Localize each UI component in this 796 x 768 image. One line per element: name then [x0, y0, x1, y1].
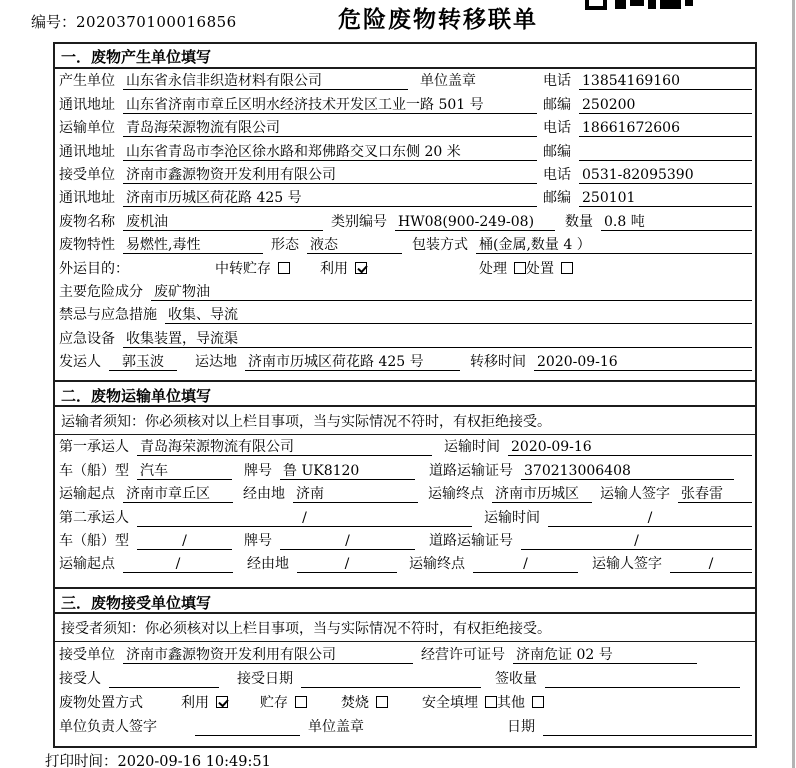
qr-block [660, 0, 681, 9]
route-row [55, 482, 755, 505]
accept-unit-label: 接受单位 [59, 647, 115, 664]
zip-label: 邮编 [543, 143, 571, 160]
start-label: 运输起点 [59, 486, 115, 503]
empty-checkbox-icon [514, 262, 526, 274]
hazard-component-row [55, 280, 755, 303]
waste-name-row [55, 209, 755, 232]
carrier-label: 第二承运人 [59, 509, 129, 526]
qr-block [685, 0, 693, 6]
checkbox-option [497, 692, 544, 712]
character-label: 废物特性 [59, 237, 115, 254]
checkbox-label: 利用 [181, 694, 209, 711]
date-label: 日期 [507, 718, 535, 735]
quantity-label: 数量 [565, 213, 593, 230]
print-time-line [45, 750, 271, 768]
quantity-value: 0.8 吨 [601, 214, 752, 231]
packing-value: 桶(金属,数量 4 ） [476, 237, 752, 254]
first-carrier-row [55, 435, 755, 458]
accept-date-value [301, 671, 481, 688]
vehicle-type-label: 车（船）型 [59, 533, 129, 550]
empty-checkbox-icon [278, 262, 290, 274]
phone-value: 0531-82095390 [579, 167, 752, 184]
accept-unit-row [55, 642, 755, 666]
zip-value: 250101 [579, 190, 752, 207]
empty-checkbox-icon [295, 696, 307, 708]
checkbox-option [479, 258, 526, 278]
acceptor-row [55, 666, 755, 690]
producer-address-row [55, 92, 755, 115]
road-license-value: / [521, 533, 752, 550]
receiver-value: 济南市鑫源物资开发利用有限公司 [123, 167, 537, 184]
shipper-label: 发运人 [59, 354, 101, 371]
start-value: / [123, 556, 233, 573]
road-license-label: 道路运输证号 [429, 533, 513, 550]
checkbox-label: 安全填埋 [422, 694, 478, 711]
disposal-method-row [55, 690, 755, 714]
phone-label: 电话 [543, 120, 571, 137]
road-license-value: 370213006408 [521, 463, 734, 480]
receiver-label: 接受单位 [59, 166, 115, 183]
section3-body [55, 642, 755, 737]
taboo-label: 禁忌与应急措施 [59, 307, 157, 324]
receiver-row [55, 163, 755, 186]
taboo-measures-row [55, 303, 755, 326]
permit-label: 经营许可证号 [421, 647, 505, 664]
end-value: / [473, 556, 578, 573]
plate-value: 鲁 UK8120 [280, 463, 415, 480]
phone-value: 18661672606 [579, 120, 752, 137]
permit-value: 济南危证 02 号 [513, 647, 697, 664]
address-value: 山东省青岛市李沧区徐水路和郑佛路交叉口东侧 20 米 [123, 144, 537, 161]
end-label: 运输终点 [428, 486, 484, 503]
checked-checkbox-icon [355, 262, 367, 274]
section2-notice: 运输者须知：你必须核对以上栏目事项，当与实际情况不符时，有权拒绝接受。 [55, 407, 755, 435]
address-label: 通讯地址 [59, 96, 115, 113]
producer-value: 山东省永信非织造材料有限公司 [123, 73, 408, 90]
via-value: / [297, 556, 397, 573]
serial-number: 2020370100016856 [76, 13, 237, 31]
via-value: 济南 [293, 486, 418, 503]
unit-seal-label: 单位盖章 [308, 718, 364, 735]
category-label: 类别编号 [331, 213, 387, 230]
producer-label: 产生单位 [59, 73, 115, 90]
zip-label: 邮编 [543, 190, 571, 207]
page-title: 危险废物转移联单 [338, 7, 538, 33]
receiver-address-row [55, 186, 755, 209]
checkbox-option [422, 692, 497, 712]
carrier-sign-label: 运输人签字 [592, 556, 662, 573]
checkbox-option [181, 692, 228, 712]
vehicle-type-label: 车（船）型 [59, 462, 129, 479]
transfer-time-value: 2020-09-16 [534, 354, 752, 371]
acceptor-value [109, 671, 219, 688]
checkbox-option [260, 692, 307, 712]
form-label: 形态 [271, 237, 299, 254]
head-sign-label: 单位负责人签字 [59, 718, 157, 735]
start-value: 济南市章丘区 [123, 486, 233, 503]
checkbox-label: 处置 [526, 260, 554, 277]
route-row-2 [55, 552, 755, 575]
carrier-label: 第一承运人 [59, 439, 129, 456]
carrier-sign-value: 张春雷 [678, 486, 752, 503]
checkbox-option [320, 258, 367, 278]
carrier-sign-label: 运输人签字 [600, 486, 670, 503]
hazard-value: 废矿物油 [151, 284, 752, 301]
phone-label: 电话 [543, 73, 571, 90]
address-label: 通讯地址 [59, 190, 115, 207]
equipment-value: 收集装置，导流渠 [123, 331, 752, 348]
window-edge-divider [792, 0, 795, 768]
plate-value: / [280, 533, 415, 550]
section2-body [55, 435, 755, 587]
transporter-address-row [55, 139, 755, 162]
waste-name-value: 废机油 [123, 214, 323, 231]
waste-character-row [55, 233, 755, 256]
accept-unit-value: 济南市鑫源物资开发利用有限公司 [123, 647, 413, 664]
transport-time-label: 运输时间 [444, 439, 500, 456]
section3-notice: 接受者须知：你必须核对以上栏目事项，当与实际情况不符时，有权拒绝接受。 [55, 614, 755, 642]
purpose-label: 外运目的： [59, 260, 129, 277]
empty-checkbox-icon [561, 262, 573, 274]
hazard-label: 主要危险成分 [59, 283, 143, 300]
phone-value: 13854169160 [579, 73, 752, 90]
checkbox-label: 中转贮存 [215, 260, 271, 277]
end-value: 济南市历城区 [492, 486, 592, 503]
checkbox-label: 利用 [320, 260, 348, 277]
accept-date-label: 接受日期 [237, 671, 293, 688]
waste-name-label: 废物名称 [59, 213, 115, 230]
checkbox-label: 处理 [479, 260, 507, 277]
address-label: 通讯地址 [59, 143, 115, 160]
character-value: 易燃性,毒性 [123, 237, 263, 254]
empty-checkbox-icon [485, 696, 497, 708]
equipment-label: 应急设备 [59, 330, 115, 347]
vehicle-row-2 [55, 529, 755, 552]
sign-quantity-value [545, 671, 740, 688]
unit-seal-label: 单位盖章 [420, 73, 476, 90]
serial-number-line [31, 11, 237, 32]
emergency-equipment-row [55, 326, 755, 349]
transport-time-value: 2020-09-16 [508, 439, 752, 456]
checked-checkbox-icon [216, 696, 228, 708]
disposal-label: 废物处置方式 [59, 694, 143, 711]
checkbox-label: 贮存 [260, 694, 288, 711]
category-value: HW08(900-249-08) [395, 214, 555, 231]
section1-body [55, 69, 755, 380]
date-value [543, 719, 752, 736]
via-label: 经由地 [243, 486, 285, 503]
vehicle-type-value: / [137, 533, 232, 550]
road-license-label: 道路运输证号 [429, 462, 513, 479]
checkbox-option [215, 258, 290, 278]
destination-label: 运达地 [195, 354, 237, 371]
second-carrier-row [55, 505, 755, 528]
carrier-value: / [137, 510, 472, 527]
end-label: 运输终点 [409, 556, 465, 573]
section2-header: 二．废物运输单位填写 [55, 380, 755, 407]
qr-code-fragment-icon [585, 0, 693, 10]
form-value: 液态 [307, 237, 402, 254]
form-table [53, 42, 757, 748]
transporter-label: 运输单位 [59, 120, 115, 137]
print-time-label: 打印时间： [45, 754, 118, 768]
checkbox-option [341, 692, 388, 712]
start-label: 运输起点 [59, 556, 115, 573]
taboo-value: 收集、导流 [165, 307, 752, 324]
vehicle-row [55, 458, 755, 481]
zip-label: 邮编 [543, 96, 571, 113]
empty-checkbox-icon [532, 696, 544, 708]
transporter-row [55, 116, 755, 139]
acceptor-label: 接受人 [59, 671, 101, 688]
serial-label: 编号： [31, 13, 77, 31]
vehicle-type-value: 汽车 [137, 463, 232, 480]
carrier-sign-value: / [670, 556, 752, 573]
transfer-time-label: 转移时间 [470, 354, 526, 371]
checkbox-label: 焚烧 [341, 694, 369, 711]
packing-label: 包装方式 [412, 237, 468, 254]
address-value: 山东省济南市章丘区明水经济技术开发区工业一路 501 号 [123, 97, 537, 114]
zip-value: 250200 [579, 97, 752, 114]
phone-label: 电话 [543, 166, 571, 183]
section1-header: 一．废物产生单位填写 [55, 44, 755, 69]
transport-time-value: / [548, 510, 752, 527]
shipper-value: 郭玉波 [109, 354, 177, 371]
empty-checkbox-icon [376, 696, 388, 708]
producer-row [55, 69, 755, 92]
plate-label: 牌号 [244, 533, 272, 550]
via-label: 经由地 [247, 556, 289, 573]
qr-block [615, 0, 626, 9]
section3-header: 三．废物接受单位填写 [55, 587, 755, 614]
head-sign-value [195, 719, 300, 736]
destination-value: 济南市历城区荷花路 425 号 [245, 354, 460, 371]
transfer-purpose-row [55, 256, 755, 279]
print-time-value: 2020-09-16 10:49:51 [117, 754, 271, 768]
checkbox-option [526, 258, 573, 278]
qr-block [585, 0, 607, 10]
qr-block [648, 0, 656, 9]
shipper-row [55, 350, 755, 373]
transporter-value: 青岛海荣源物流有限公司 [123, 120, 537, 137]
plate-label: 牌号 [244, 462, 272, 479]
responsible-sign-row [55, 714, 755, 738]
checkbox-label: 其他 [497, 694, 525, 711]
address-value: 济南市历城区荷花路 425 号 [123, 190, 537, 207]
carrier-value: 青岛海荣源物流有限公司 [137, 439, 432, 456]
transport-time-label: 运输时间 [484, 509, 540, 526]
sign-quantity-label: 签收量 [495, 671, 537, 688]
qr-block [630, 0, 644, 6]
zip-value [579, 144, 752, 161]
